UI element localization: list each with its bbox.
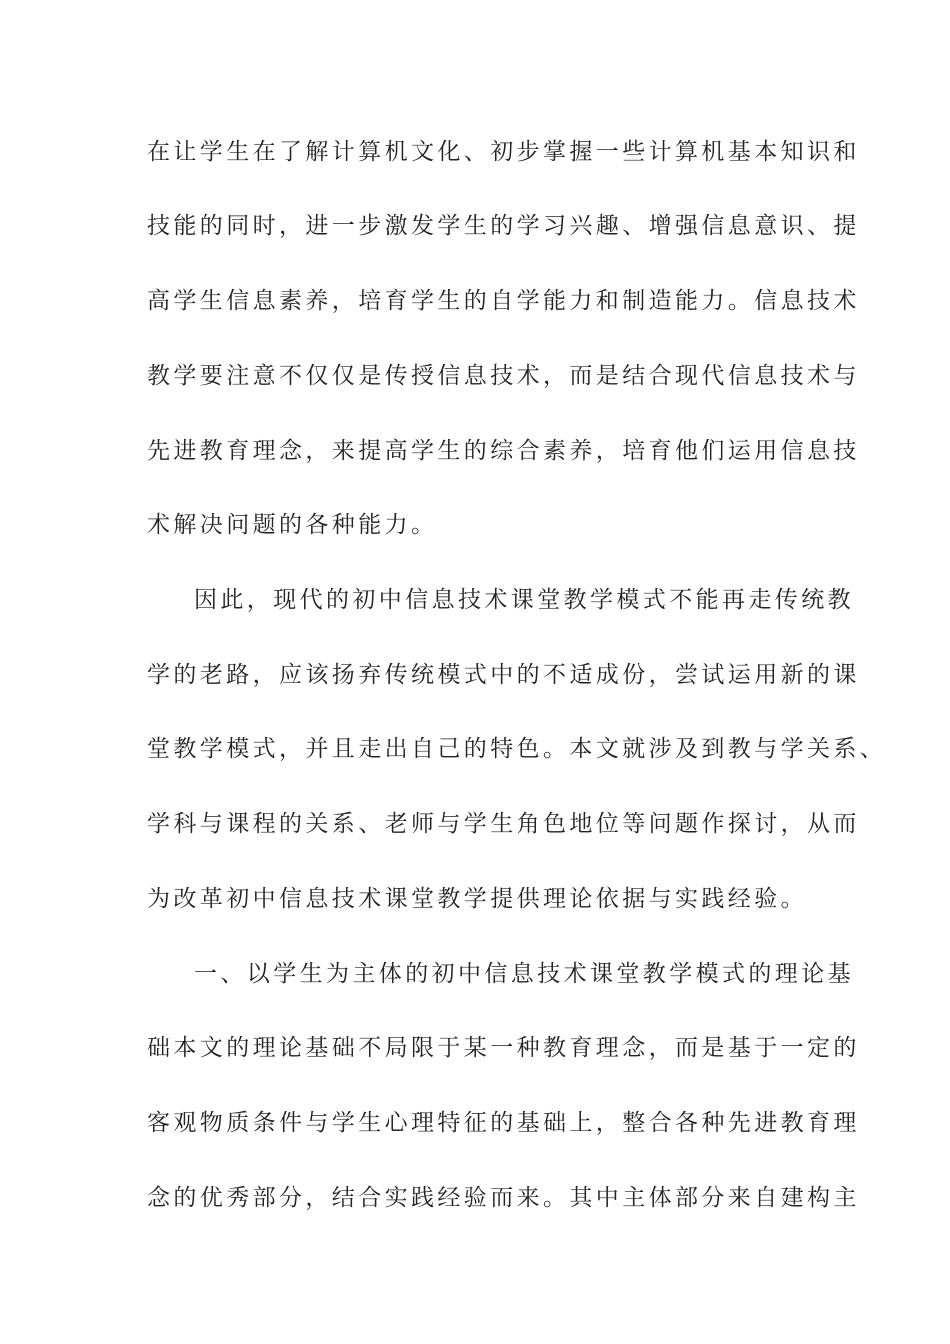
paragraph-line: 高学生信息素养，培育学生的自学能力和制造能力。信息技术 [147,288,860,314]
paragraph-line: 先进教育理念，来提高学生的综合素养，培育他们运用信息技 [147,438,860,464]
paragraph-line: 堂教学模式，并且走出自己的特色。本文就涉及到教与学关系、 [147,736,887,762]
paragraph-line: 础本文的理论基础不局限于某一种教育理念，而是基于一定的 [147,1035,860,1061]
paragraph-line: 教学要注意不仅仅是传授信息技术，而是结合现代信息技术与 [147,363,860,389]
paragraph-line: 学的老路，应该扬弃传统模式中的不适成份，尝试运用新的课 [147,662,860,688]
paragraph-first-line: 因此，现代的初中信息技术课堂教学模式不能再走传统教 [194,587,854,613]
paragraph-line: 技能的同时，进一步激发学生的学习兴趣、增强信息意识、提 [147,213,860,239]
paragraph-line: 念的优秀部分，结合实践经验而来。其中主体部分来自建构主 [147,1185,860,1211]
paragraph-line: 学科与课程的关系、老师与学生角色地位等问题作探讨，从而 [147,811,860,837]
paragraph-line: 客观物质条件与学生心理特征的基础上，整合各种先进教育理 [147,1110,860,1136]
paragraph-line: 为改革初中信息技术课堂教学提供理论依据与实践经验。 [147,886,807,912]
paragraph-line: 在让学生在了解计算机文化、初步掌握一些计算机基本知识和 [147,139,860,165]
paragraph-line: 术解决问题的各种能力。 [147,512,438,538]
section-heading-line: 一、以学生为主体的初中信息技术课堂教学模式的理论基 [194,961,854,987]
